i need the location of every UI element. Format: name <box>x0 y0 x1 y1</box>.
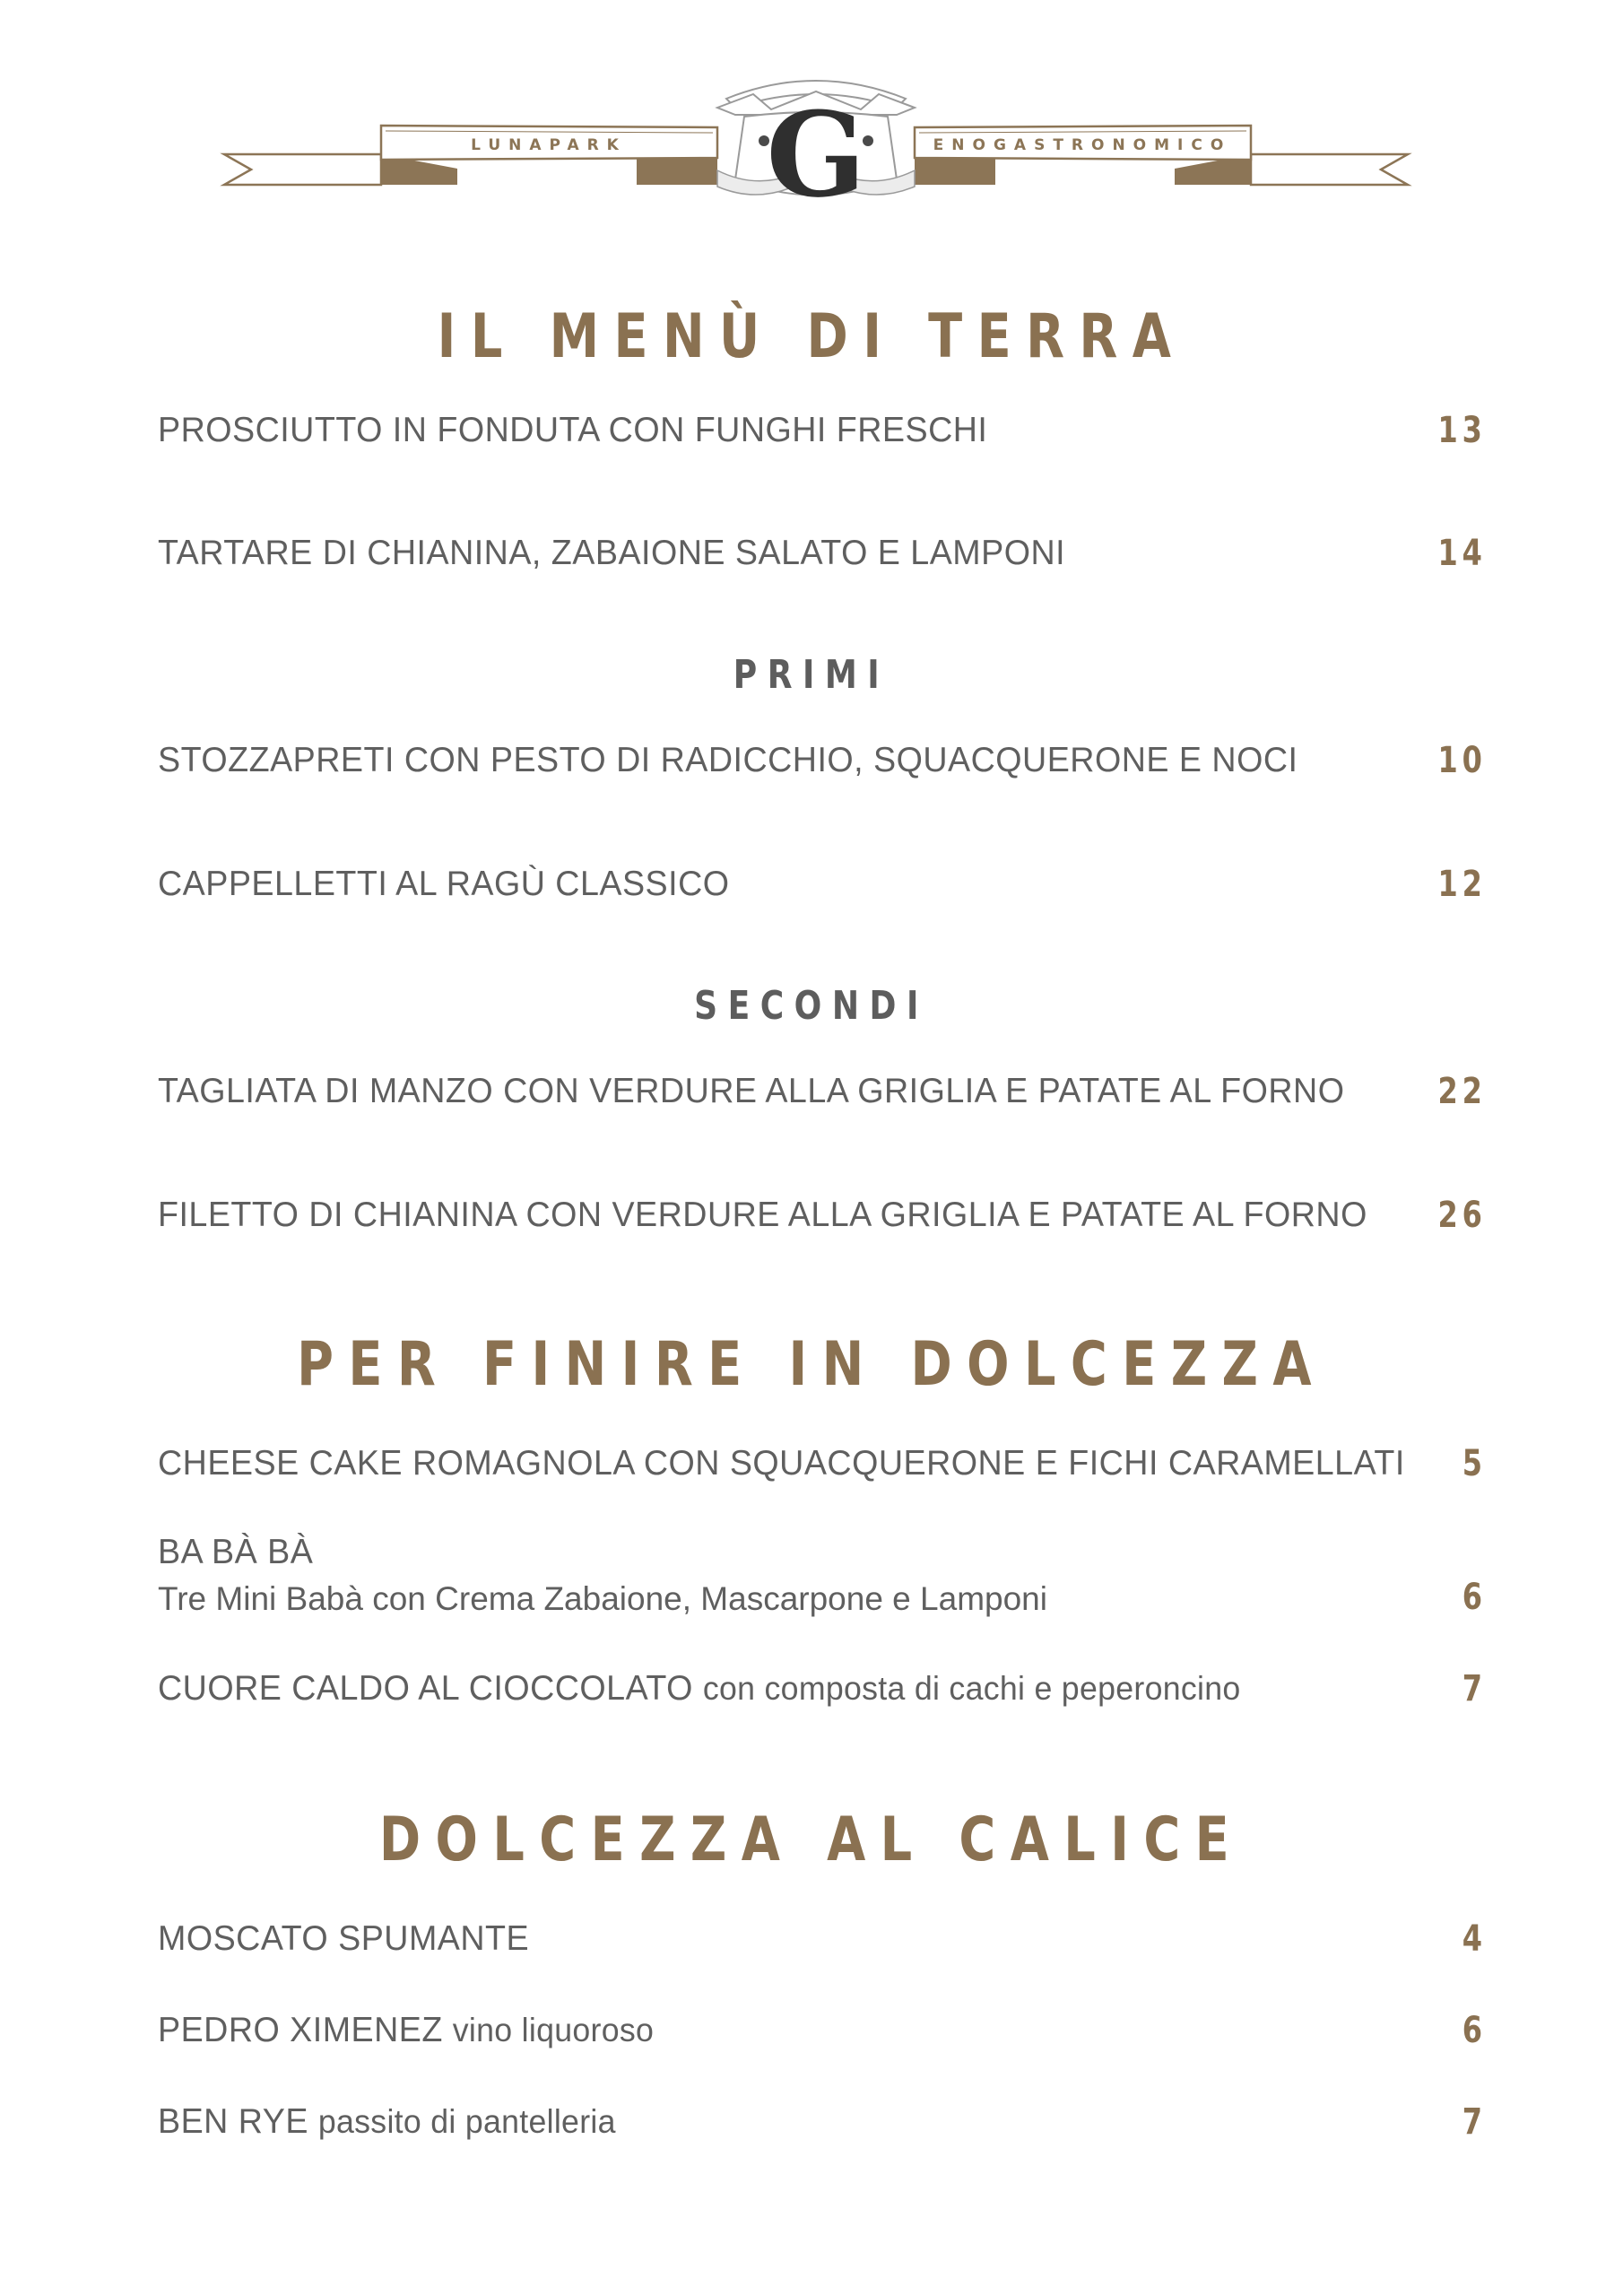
item-price: 7 <box>1462 1668 1487 1709</box>
item-suffix: vino liquoroso <box>452 2012 655 2048</box>
item-price: 22 <box>1437 1071 1487 1112</box>
section-title-terra: IL MENÙ DI TERRA <box>437 301 1186 372</box>
item-price: 26 <box>1437 1195 1487 1236</box>
item-price: 6 <box>1462 2010 1487 2051</box>
logo-right-banner-text: ENOGASTRONOMICO <box>933 136 1232 154</box>
menu-item <box>158 2010 1487 2051</box>
item-name: PROSCIUTTO IN FONDUTA CON FUNGHI FRESCHI <box>158 411 988 449</box>
section-title-calice: DOLCEZZA AL CALICE <box>378 1805 1245 1875</box>
logo-monogram: G <box>766 86 866 223</box>
item-price: 13 <box>1437 410 1487 451</box>
menu-item <box>158 1918 1487 1960</box>
item-name-line <box>158 2104 616 2139</box>
item-name: CAPPELLETTI AL RAGÙ CLASSICO <box>158 865 730 903</box>
item-name-line <box>158 2013 654 2048</box>
item-name: CHEESE CAKE ROMAGNOLA CON SQUACQUERONE E FICHI CARAMELLATI <box>158 1444 1405 1483</box>
menu-item <box>158 1443 1487 1484</box>
item-name: CUORE CALDO AL CIOCCOLATO <box>158 1669 693 1708</box>
menu-item <box>158 1668 1487 1709</box>
menu-item <box>158 1533 1487 1618</box>
item-name: BA BÀ BÀ <box>158 1533 314 1571</box>
item-name: MOSCATO SPUMANTE <box>158 1919 530 1958</box>
item-description: Tre Mini Babà con Crema Zabaione, Mascarpone e Lamponi <box>158 1580 1047 1617</box>
item-price: 4 <box>1462 1918 1487 1960</box>
menu-item <box>158 740 1487 781</box>
menu-item <box>158 864 1487 905</box>
item-price: 14 <box>1437 533 1487 574</box>
item-name: PEDRO XIMENEZ <box>158 2011 443 2049</box>
item-suffix: passito di pantelleria <box>317 2103 616 2140</box>
item-name: TARTARE DI CHIANINA, ZABAIONE SALATO E LAMPONI <box>158 534 1066 572</box>
section-title-dolcezza: PER FINIRE IN DOLCEZZA <box>297 1329 1326 1400</box>
item-name-line <box>158 1671 1241 1706</box>
item-suffix: con composta di cachi e peperoncino <box>702 1670 1241 1707</box>
logo-banner <box>215 54 1417 233</box>
logo-emblem-icon <box>215 54 1417 233</box>
item-name: BEN RYE <box>158 2102 308 2141</box>
menu-item <box>158 533 1487 574</box>
menu-item <box>158 410 1487 451</box>
section-title-primi: PRIMI <box>733 652 890 698</box>
item-price: 6 <box>1462 1577 1487 1618</box>
logo-left-banner-text: LUNAPARK <box>471 136 627 154</box>
item-name: TAGLIATA DI MANZO CON VERDURE ALLA GRIGLIA E PATATE AL FORNO <box>158 1072 1345 1110</box>
item-name: FILETTO DI CHIANINA CON VERDURE ALLA GRIGLIA E PATATE AL FORNO <box>158 1196 1367 1234</box>
item-price: 12 <box>1437 864 1487 905</box>
item-price: 7 <box>1462 2101 1487 2143</box>
item-name: STOZZAPRETI CON PESTO DI RADICCHIO, SQUACQUERONE E NOCI <box>158 741 1298 779</box>
section-title-secondi: SECONDI <box>694 983 929 1029</box>
menu-item <box>158 2101 1487 2143</box>
menu-item <box>158 1195 1487 1236</box>
item-price: 5 <box>1462 1443 1487 1484</box>
item-price: 10 <box>1437 740 1487 781</box>
menu-item <box>158 1071 1487 1112</box>
